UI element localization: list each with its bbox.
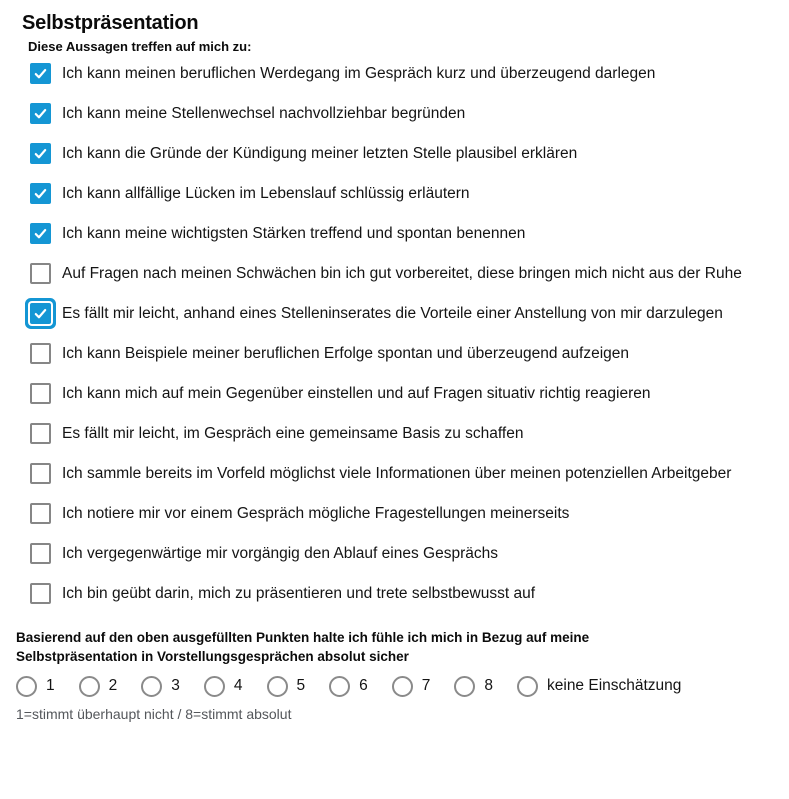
- radio-label[interactable]: 1: [46, 677, 55, 694]
- checkbox-checked[interactable]: [30, 143, 51, 164]
- checkbox-label[interactable]: Ich kann meine wichtigsten Stärken treffend und spontan benennen: [62, 225, 526, 242]
- checkbox-checked[interactable]: [30, 183, 51, 204]
- scale-legend: 1=stimmt überhaupt nicht / 8=stimmt absolut: [16, 706, 292, 722]
- checkbox-row: [30, 181, 769, 206]
- radio-label[interactable]: 6: [359, 677, 368, 694]
- rating-scale: [16, 675, 769, 697]
- statement-checklist: [30, 61, 769, 606]
- checkbox-label[interactable]: Ich kann meine Stellenwechsel nachvollziehbar begründen: [62, 105, 466, 122]
- radio-label[interactable]: 5: [296, 677, 306, 694]
- checkbox-label[interactable]: Ich sammle bereits im Vorfeld möglichst viele Informationen über meinen potenziellen Arbeitgeber: [62, 465, 732, 482]
- radio-button[interactable]: [204, 676, 225, 697]
- checkbox-checked[interactable]: [30, 223, 51, 244]
- checkbox-label[interactable]: Ich kann Beispiele meiner beruflichen Erfolge spontan und überzeugend aufzeigen: [62, 345, 629, 362]
- checkbox-label[interactable]: Ich kann meinen beruflichen Werdegang im Gespräch kurz und überzeugend darlegen: [62, 65, 656, 82]
- radio-label[interactable]: 7: [421, 677, 431, 694]
- radio-label[interactable]: 8: [484, 677, 493, 694]
- checkbox-row: [30, 461, 769, 486]
- checkmark-icon: [33, 106, 48, 121]
- radio-button[interactable]: [79, 676, 100, 697]
- radio-button[interactable]: [16, 676, 37, 697]
- checkmark-icon: [33, 146, 48, 161]
- radio-option: [517, 675, 681, 697]
- checkbox-label[interactable]: Es fällt mir leicht, anhand eines Stelleninserates die Vorteile einer Anstellung von mir darzulegen: [62, 305, 723, 322]
- checkbox-unchecked[interactable]: [30, 423, 51, 444]
- checkbox-unchecked[interactable]: [30, 543, 51, 564]
- checkbox-label[interactable]: Es fällt mir leicht, im Gespräch eine gemeinsame Basis zu schaffen: [62, 425, 524, 442]
- radio-button[interactable]: [329, 676, 350, 697]
- checkbox-row: [30, 61, 769, 86]
- checkbox-unchecked[interactable]: [30, 583, 51, 604]
- radio-button[interactable]: [454, 676, 475, 697]
- checkmark-icon: [33, 66, 48, 81]
- checkbox-checked[interactable]: [30, 63, 51, 84]
- checkmark-icon: [33, 186, 48, 201]
- checkbox-row: [30, 421, 769, 446]
- checkbox-label[interactable]: Ich notiere mir vor einem Gespräch mögliche Fragestellungen meinerseits: [62, 505, 570, 522]
- checkmark-icon: [33, 306, 48, 321]
- checkbox-checked[interactable]: [30, 303, 51, 324]
- checkbox-label[interactable]: Ich kann allfällige Lücken im Lebenslauf schlüssig erläutern: [62, 185, 470, 202]
- question-subtitle: Diese Aussagen treffen auf mich zu:: [28, 39, 252, 54]
- checkbox-label[interactable]: Ich kann mich auf mein Gegenüber einstellen und auf Fragen situativ richtig reagieren: [62, 385, 651, 402]
- checkbox-label[interactable]: Ich kann die Gründe der Kündigung meiner letzten Stelle plausibel erklären: [62, 145, 578, 162]
- radio-option: [392, 675, 431, 697]
- radio-option: [267, 675, 306, 697]
- checkbox-row: [30, 301, 769, 326]
- radio-option: [204, 675, 243, 697]
- radio-option: [16, 675, 55, 697]
- checkbox-row: [30, 581, 769, 606]
- checkbox-unchecked[interactable]: [30, 343, 51, 364]
- checkbox-row: [30, 141, 769, 166]
- checkbox-unchecked[interactable]: [30, 463, 51, 484]
- radio-label[interactable]: 2: [108, 677, 118, 694]
- checkbox-unchecked[interactable]: [30, 263, 51, 284]
- rating-section: [16, 628, 769, 723]
- checkbox-row: [30, 261, 769, 286]
- checkbox-row: [30, 381, 769, 406]
- checkbox-unchecked[interactable]: [30, 503, 51, 524]
- radio-button[interactable]: [392, 676, 413, 697]
- page-title: Selbstpräsentation: [22, 12, 199, 34]
- radio-label[interactable]: keine Einschätzung: [547, 677, 682, 694]
- checkbox-row: [30, 101, 769, 126]
- radio-label[interactable]: 3: [171, 677, 180, 694]
- radio-option: [329, 675, 368, 697]
- radio-option: [141, 675, 180, 697]
- radio-button[interactable]: [141, 676, 162, 697]
- checkbox-unchecked[interactable]: [30, 383, 51, 404]
- checkbox-row: [30, 541, 769, 566]
- checkbox-row: [30, 221, 769, 246]
- checkbox-label[interactable]: Ich bin geübt darin, mich zu präsentieren und trete selbstbewusst auf: [62, 585, 536, 602]
- rating-prompt: Basierend auf den oben ausgefüllten Punkten halte ich fühle ich mich in Bezug auf meine Selbstpräsentation in Vorstellungsgesprächen absolut sicher: [16, 630, 590, 664]
- checkbox-checked[interactable]: [30, 103, 51, 124]
- radio-label[interactable]: 4: [233, 677, 243, 694]
- checkbox-row: [30, 341, 769, 366]
- checkbox-row: [30, 501, 769, 526]
- radio-button[interactable]: [517, 676, 538, 697]
- radio-option: [454, 675, 493, 697]
- checkmark-icon: [33, 226, 48, 241]
- radio-option: [79, 675, 118, 697]
- checkbox-label[interactable]: Ich vergegenwärtige mir vorgängig den Ablauf eines Gesprächs: [62, 545, 498, 562]
- radio-button[interactable]: [267, 676, 288, 697]
- checkbox-label[interactable]: Auf Fragen nach meinen Schwächen bin ich gut vorbereitet, diese bringen mich nicht aus der Ruhe: [62, 265, 742, 282]
